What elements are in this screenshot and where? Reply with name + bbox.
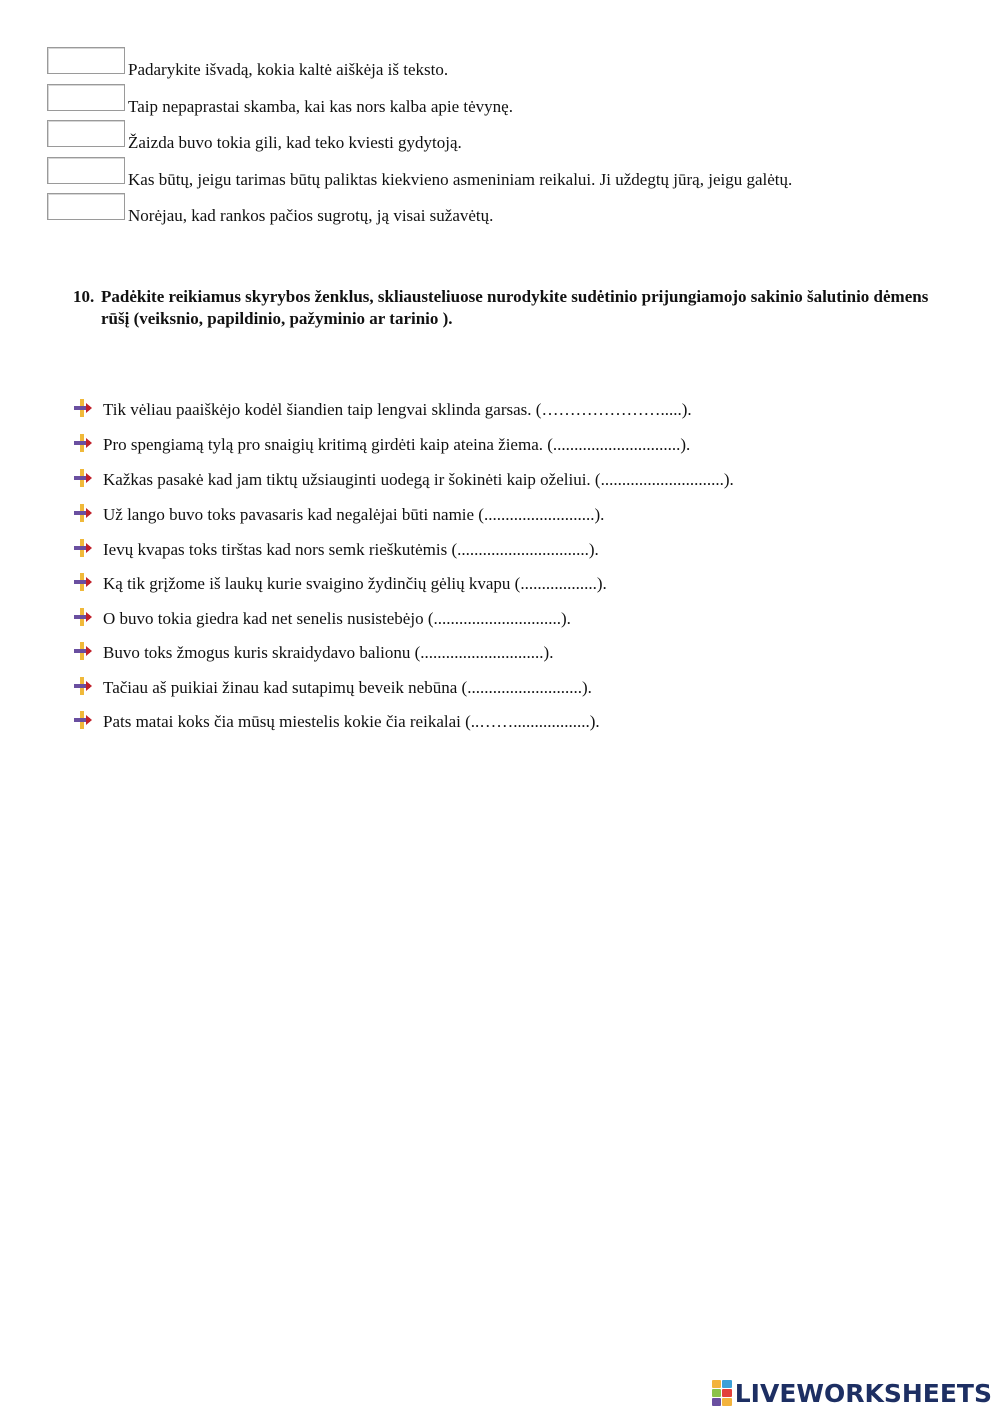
arrow-bullet-icon — [73, 572, 93, 592]
sentence-text: Pats matai koks čia mūsų miestelis kokie čia reikalai (..……..................). — [103, 712, 600, 731]
answer-item — [47, 157, 967, 187]
sentence-item — [73, 676, 953, 700]
sentence-item — [73, 572, 953, 596]
answer-input-box[interactable] — [47, 193, 125, 220]
arrow-bullet-icon — [73, 676, 93, 696]
answer-item — [47, 120, 967, 150]
sentence-item — [73, 710, 953, 734]
sentence-text: Buvo toks žmogus kuris skraidydavo balionu (.............................). — [103, 643, 554, 662]
sentence-text: Pro spengiamą tylą pro snaigių kritimą girdėti kaip ateina žiema. (..............................). — [103, 435, 691, 454]
arrow-bullet-icon — [73, 503, 93, 523]
sentence-item — [73, 607, 953, 631]
answer-item-text: Žaizda buvo tokia gili, kad teko kviesti gydytoją. — [128, 133, 462, 152]
arrow-bullet-icon — [73, 641, 93, 661]
answer-item-text: Norėjau, kad rankos pačios sugrotų, ją visai sužavėtų. — [128, 206, 494, 225]
sentence-text: Tik vėliau paaiškėjo kodėl šiandien taip lengvai sklinda garsas. (………………….....). — [103, 400, 692, 419]
arrow-bullet-icon — [73, 607, 93, 627]
arrow-bullet-icon — [73, 433, 93, 453]
arrow-bullet-icon — [73, 468, 93, 488]
answer-input-box[interactable] — [47, 84, 125, 111]
sentence-text: Ką tik grįžome iš laukų kurie svaigino žydinčių gėlių kvapu (..................). — [103, 574, 607, 593]
task-instructions: Padėkite reikiamus skyrybos ženklus, skliausteliuose nurodykite sudėtinio prijungiamojo sakinio šalutinio dėmens rūšį (veiksnio, papildinio, pažyminio ar tarinio ). — [101, 287, 929, 328]
sentence-text: Kažkas pasakė kad jam tiktų užsiauginti uodegą ir šokinėti kaip oželiui. (.............................). — [103, 470, 734, 489]
sentence-text: Tačiau aš puikiai žinau kad sutapimų beveik nebūna (...........................). — [103, 678, 592, 697]
arrow-bullet-icon — [73, 710, 93, 730]
answer-input-box[interactable] — [47, 120, 125, 147]
sentence-text: O buvo tokia giedra kad net senelis nusistebėjo (..............................). — [103, 609, 571, 628]
sentence-item — [73, 398, 953, 422]
answer-item-text: Padarykite išvadą, kokia kaltė aiškėja iš teksto. — [128, 60, 449, 79]
sentence-text: Ievų kvapas toks tirštas kad nors semk rieškutėmis (...............................). — [103, 540, 599, 559]
sentence-item — [73, 433, 953, 457]
answer-item — [47, 84, 967, 114]
liveworksheets-logo — [712, 1379, 992, 1407]
answer-item — [47, 47, 967, 77]
sentence-item — [73, 503, 953, 527]
brand-name: LIVEWORKSHEETS — [734, 1378, 992, 1408]
liveworksheets-mark-icon — [712, 1380, 732, 1406]
arrow-bullet-icon — [73, 538, 93, 558]
answer-item — [47, 193, 967, 223]
sentence-item — [73, 538, 953, 562]
answer-item-text: Kas būtų, jeigu tarimas būtų paliktas kiekvieno asmeniniam reikalui. Ji uždegtų jūrą, jeigu galėtų. — [128, 170, 793, 189]
sentence-item — [73, 641, 953, 665]
answer-item-text: Taip nepaprastai skamba, kai kas nors kalba apie tėvynę. — [128, 97, 513, 116]
task-number: 10. — [73, 287, 95, 306]
arrow-bullet-icon — [73, 398, 93, 418]
answer-input-box[interactable] — [47, 47, 125, 74]
answer-input-box[interactable] — [47, 157, 125, 184]
task-heading — [73, 286, 953, 330]
sentence-item — [73, 468, 953, 492]
sentence-text: Už lango buvo toks pavasaris kad negalėjai būti namie (..........................). — [103, 505, 605, 524]
